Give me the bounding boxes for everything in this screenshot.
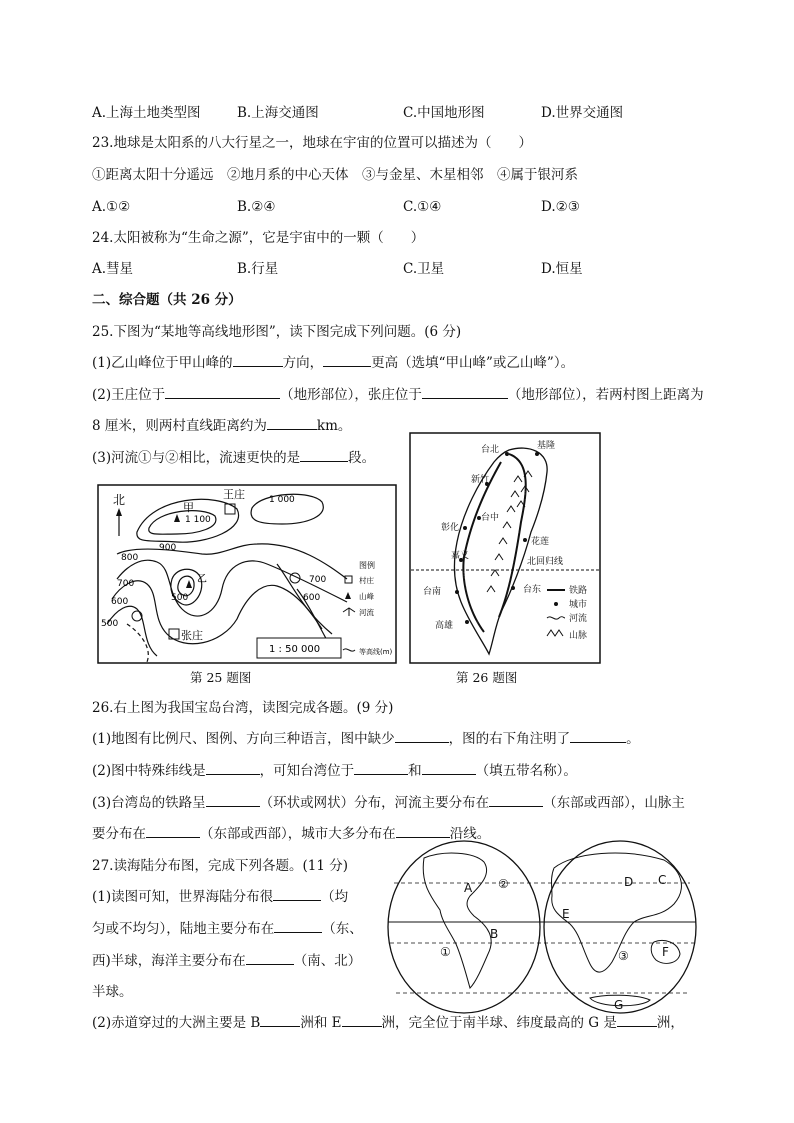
q23-option-b: B.②④ [237,199,276,215]
q26-part1: (1)地图有比例尺、图例、方向三种语言，图中缺少 ，图的右下角注明了 。 [92,731,640,747]
label-f: F [662,945,669,959]
yi-label: 乙 [197,574,207,585]
q27-stem: 27.读海陆分布图，完成下列各题。(11 分) [92,858,348,874]
svg-text:台中: 台中 [481,513,500,523]
svg-text:村庄: 村庄 [359,576,374,585]
q27-part1-line2: 匀或不均匀），陆地主要分布在 （东、 [92,921,363,937]
svg-text:600: 600 [303,593,321,603]
svg-text:500: 500 [171,593,189,603]
svg-text:500: 500 [101,619,119,629]
tropic-label: 北回归线 [527,557,564,567]
label-d: D [624,875,634,889]
ocean-3: ③ [618,949,629,963]
svg-text:新竹: 新竹 [471,475,490,485]
svg-text:铁路: 铁路 [569,586,588,596]
section-2-title: 二、综合题（共 26 分） [92,292,242,308]
q25-part1: (1)乙山峰位于甲山峰的 方向， 更高（选填“甲山峰”或乙山峰”）。 [92,355,575,371]
svg-text:800: 800 [121,553,139,563]
q25-stem: 25.下图为“某地等高线地形图”，读下图完成下列问题。(6 分) [92,324,462,340]
svg-text:河流: 河流 [359,608,374,617]
svg-text:台北: 台北 [481,445,500,455]
label-g: G [614,998,624,1012]
label-a: A [464,881,473,895]
q23-option-c: C.①④ [403,199,442,215]
label-e: E [562,907,570,921]
q25-part2: (2)王庄位于 （地形部位），张庄位于 （地形部位），若两村图上距离为 [92,387,704,403]
svg-text:城市: 城市 [569,600,588,610]
svg-text:台南: 台南 [423,587,442,597]
figure-25-caption: 第 25 题图 [190,670,252,685]
q22-option-a: A.上海土地类型图 [92,105,201,121]
svg-text:基隆: 基隆 [537,441,556,451]
q24-option-d: D.恒星 [541,261,583,277]
svg-text:花莲: 花莲 [531,537,550,547]
q23-option-a: A.①② [92,199,131,215]
svg-text:1 000: 1 000 [269,495,295,505]
label-c: C [658,873,667,887]
svg-text:700: 700 [309,575,327,585]
svg-text:高雄: 高雄 [435,621,454,631]
q22-option-d: D.世界交通图 [541,105,624,121]
q26-stem: 26.右上图为我国宝岛台湾，读图完成各题。(9 分) [92,700,394,716]
svg-text:台东: 台东 [523,585,542,595]
contour-map [97,484,397,664]
jia-label: 甲 [183,501,194,514]
q27-part1-line1: (1)读图可知，世界海陆分布很 （均 [92,889,349,905]
q25-part2-cont: 8 厘米，则两村直线距离约为 km。 [92,418,352,434]
q26-part3: (3)台湾岛的铁路呈 （环状或网状）分布，河流主要分布在 （东部或西部），山脉主 [92,795,685,811]
q27-part2: (2)赤道穿过的大洲主要是 B 洲和 E 洲，完全位于南半球、纬度最高的 G 是 洲， [92,1015,684,1031]
taiwan-map [409,432,601,664]
zhangzhuang-label: 张庄 [181,629,203,642]
svg-text:1 100: 1 100 [185,515,211,525]
wangzhuang-label: 王庄 [223,488,245,501]
svg-text:600: 600 [111,597,129,607]
q23-stem: 23.地球是太阳系的八大行星之一，地球在宇宙的位置可以描述为（ ） [92,135,532,151]
scale-label: 1 : 50 000 [269,644,321,655]
q24-option-a: A.彗星 [92,261,134,277]
svg-text:河流: 河流 [569,614,588,624]
svg-text:彰化: 彰化 [441,523,460,533]
label-b: B [490,927,499,941]
q27-part1-line3: 西)半球，海洋主要分布在 （南、北） [92,953,362,969]
svg-text:900: 900 [159,543,177,553]
q23-statements: ①距离太阳十分遥远 ②地月系的中心天体 ③与金星、木星相邻 ④属于银河系 [92,167,578,183]
q26-part2: (2)图中特殊纬线是 ，可知台湾位于 和 （填五带名称）。 [92,763,577,779]
q23-option-d: D.②③ [541,199,580,215]
hemispheres-map [384,838,700,1016]
q25-part3: (3)河流①与②相比，流速更快的是 段。 [92,450,376,466]
svg-text:等高线(m): 等高线(m) [359,648,393,656]
svg-text:山脉: 山脉 [569,631,588,641]
legend-title: 图例 [359,561,375,570]
q22-option-b: B.上海交通图 [237,105,319,121]
q24-option-b: B.行星 [237,261,279,277]
q24-stem: 24.太阳被称为“生命之源”，它是宇宙中的一颗（ ） [92,230,425,246]
svg-text:山峰: 山峰 [359,592,374,601]
north-label: 北 [113,493,126,507]
ocean-1: ① [440,945,451,959]
svg-text:嘉义: 嘉义 [451,551,470,561]
svg-text:700: 700 [117,579,135,589]
q26-part3-cont: 要分布在 （东部或西部），城市大多分布在 沿线。 [92,826,491,842]
q22-option-c: C.中国地形图 [403,105,485,121]
q27-part1-line4: 半球。 [92,984,133,1000]
ocean-2: ② [498,877,509,891]
q24-option-c: C.卫星 [403,261,445,277]
figure-26-caption: 第 26 题图 [456,670,518,685]
